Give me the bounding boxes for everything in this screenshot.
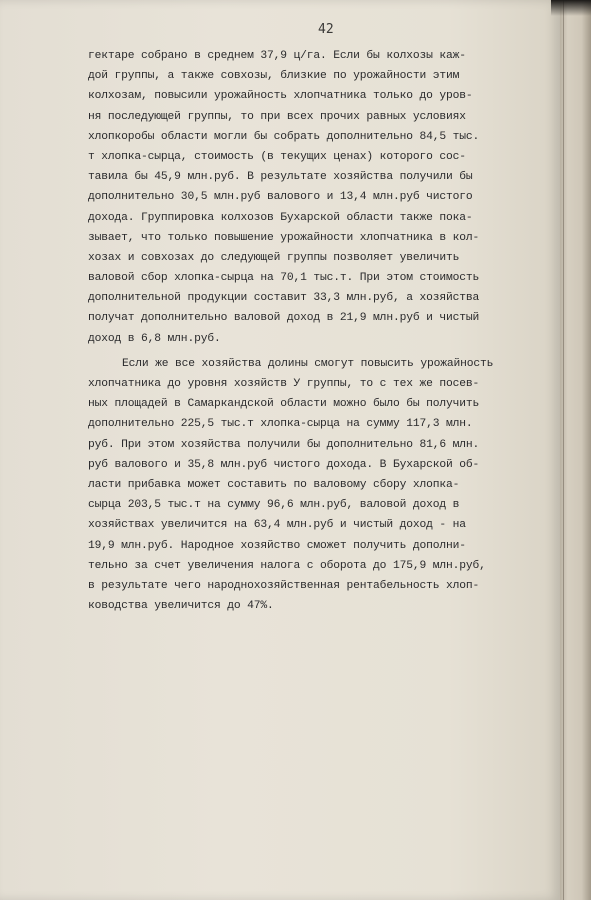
text-line: ласти прибавка может составить по валовому сбору хлопка- bbox=[88, 478, 460, 491]
page-number: 42 bbox=[318, 22, 334, 37]
scan-shadow bbox=[551, 0, 591, 16]
text-line: хозяйствах увеличится на 63,4 млн.руб и чистый доход - на bbox=[88, 519, 466, 532]
text-line: получат дополнительно валовой доход в 21,9 млн.руб и чистый bbox=[88, 312, 480, 325]
text-line: хлопчатника до уровня хозяйств У группы, то с тех же посев- bbox=[88, 378, 480, 390]
text-line: хлопкоробы области могли бы собрать дополнительно 84,5 тыс. bbox=[88, 130, 480, 143]
text-line: валовой сбор хлопка-сырца на 70,1 тыс.т. При этом стоимость bbox=[88, 272, 480, 285]
text-line: дополнительной продукции составит 33,3 млн.руб, а хозяйства bbox=[88, 292, 480, 305]
text-line: колхозам, повысили урожайность хлопчатника только до уров- bbox=[88, 90, 473, 103]
text-line: дохода. Группировка колхозов Бухарской области также пока- bbox=[88, 211, 473, 224]
paragraph-2 bbox=[88, 354, 556, 616]
text-line: доход в 6,8 млн.руб. bbox=[88, 332, 221, 345]
text-line: дополнительно 30,5 млн.руб валового и 13,4 млн.руб чистого bbox=[88, 191, 473, 204]
page-binding-edge bbox=[560, 0, 591, 900]
text-line: зывает, что только повышение урожайности хлопчатника в кол- bbox=[88, 231, 480, 244]
text-line: тавила бы 45,9 млн.руб. В результате хозяйства получили бы bbox=[88, 171, 473, 184]
text-line: 19,9 млн.руб. Народное хозяйство сможет получить дополни- bbox=[88, 539, 466, 552]
text-line: руб. При этом хозяйства получили бы дополнительно 81,6 млн. bbox=[88, 438, 480, 451]
text-line: Если же все хозяйства долины смогут повысить урожайность bbox=[122, 357, 494, 370]
text-line: хозах и совхозах до следующей группы позволяет увеличить bbox=[88, 251, 460, 264]
text-line: тельно за счет увеличения налога с оборота до 175,9 млн.руб, bbox=[88, 559, 486, 572]
text-line: ководства увеличится до 47%. bbox=[88, 600, 274, 613]
paragraph-1 bbox=[88, 46, 556, 349]
text-line: ных площадей в Самаркандской области можно было бы получить bbox=[88, 398, 480, 411]
text-line: т хлопка-сырца, стоимость (в текущих ценах) которого сос- bbox=[88, 150, 466, 163]
text-line: в результате чего народнохозяйственная рентабельность хлоп- bbox=[88, 579, 480, 592]
body-text bbox=[88, 46, 556, 616]
text-line: дой группы, а также совхозы, близкие по урожайности этим bbox=[88, 70, 460, 83]
text-line: дополнительно 225,5 тыс.т хлопка-сырца на сумму 117,3 млн. bbox=[88, 418, 473, 431]
text-line: сырца 203,5 тыс.т на сумму 96,6 млн.руб, валовой доход в bbox=[88, 499, 460, 512]
text-line: гектаре собрано в среднем 37,9 ц/га. Если бы колхозы каж- bbox=[88, 50, 466, 62]
text-line: руб валового и 35,8 млн.руб чистого дохода. В Бухарской об- bbox=[88, 458, 480, 471]
text-line: ня последующей группы, то при всех прочих равных условиях bbox=[88, 110, 466, 123]
